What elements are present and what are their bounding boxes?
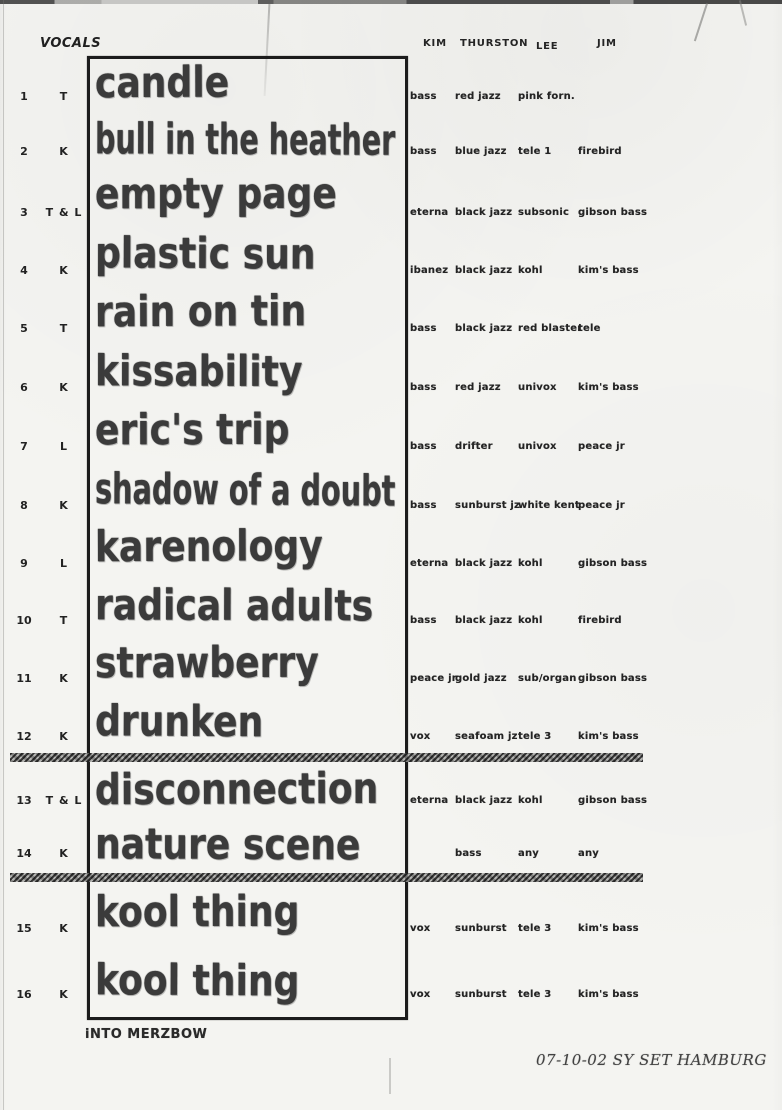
cell-lee: red blaster <box>518 323 583 334</box>
vocal-code: K <box>59 672 69 685</box>
cell-thurston: seafoam jz <box>455 731 518 742</box>
cell-kim: vox <box>410 923 431 934</box>
row-number: 12 <box>16 730 32 743</box>
cell-kim: eterna <box>410 795 449 806</box>
cell-kim: eterna <box>410 558 449 569</box>
cell-lee: kohl <box>518 615 543 626</box>
vocals-column-header: VOCALS <box>40 36 102 51</box>
date-stamp: 07-10-02 SY SET HAMBURG <box>536 1051 767 1069</box>
song-title: rain on tin <box>94 285 307 337</box>
cell-kim: bass <box>410 382 437 393</box>
cell-kim: bass <box>410 323 437 334</box>
vocal-code: K <box>59 847 69 860</box>
scan-edge-artifact <box>0 0 782 4</box>
scan-scratch <box>739 0 747 26</box>
song-title: kissability <box>94 346 303 397</box>
paper-crease <box>389 1058 391 1094</box>
cell-lee: white kent <box>518 500 580 511</box>
cell-thurston: black jazz <box>455 323 513 334</box>
cell-lee: tele 3 <box>518 731 552 742</box>
cell-thurston: blue jazz <box>455 146 507 157</box>
cell-lee: any <box>518 848 539 859</box>
song-title: plastic sun <box>94 228 316 279</box>
section-divider <box>10 753 643 762</box>
cell-thurston: black jazz <box>455 558 513 569</box>
row-number: 14 <box>16 847 32 860</box>
row-number: 8 <box>20 499 28 512</box>
cell-kim: bass <box>410 441 437 452</box>
row-number: 4 <box>20 264 28 277</box>
vocal-code: K <box>59 499 69 512</box>
cell-kim: ibanez <box>410 265 449 276</box>
cell-kim: bass <box>410 146 437 157</box>
vocal-code: K <box>59 730 69 743</box>
into-merzbow-note: iNTO MERZBOW <box>85 1027 208 1042</box>
cell-lee: subsonic <box>518 207 570 218</box>
cell-thurston: sunburst <box>455 923 507 934</box>
cell-lee: tele 3 <box>518 923 552 934</box>
cell-thurston: black jazz <box>455 615 513 626</box>
vocal-code: T <box>59 322 69 335</box>
vocal-code: K <box>59 381 69 394</box>
song-title: kool thing <box>94 886 300 937</box>
cell-jim: firebird <box>578 615 622 626</box>
cell-thurston: sunburst jz <box>455 500 521 511</box>
cell-jim: kim's bass <box>578 989 639 1000</box>
cell-jim: firebird <box>578 146 622 157</box>
cell-jim: gibson bass <box>578 795 648 806</box>
cell-jim: peace jr <box>578 500 625 511</box>
cell-thurston: black jazz <box>455 265 513 276</box>
row-number: 11 <box>16 672 32 685</box>
cell-jim: tele <box>578 323 601 334</box>
song-title: empty page <box>94 168 337 219</box>
row-number: 16 <box>16 988 32 1001</box>
song-title: nature scene <box>94 819 361 870</box>
cell-thurston: black jazz <box>455 795 513 806</box>
cell-lee: univox <box>518 441 557 452</box>
cell-thurston: bass <box>455 848 482 859</box>
cell-jim: gibson bass <box>578 558 648 569</box>
cell-jim: peace jr <box>578 441 625 452</box>
row-number: 5 <box>20 322 28 335</box>
column-header-kim: KIM <box>423 38 447 49</box>
cell-thurston: red jazz <box>455 382 501 393</box>
scan-edge-artifact <box>3 0 4 1110</box>
cell-thurston: red jazz <box>455 91 501 102</box>
song-title: radical adults <box>94 580 374 631</box>
cell-lee: kohl <box>518 558 543 569</box>
scan-scratch <box>694 3 708 42</box>
cell-kim: vox <box>410 731 431 742</box>
cell-jim: any <box>578 848 599 859</box>
cell-kim: vox <box>410 989 431 1000</box>
cell-lee: tele 3 <box>518 989 552 1000</box>
cell-lee: tele 1 <box>518 146 552 157</box>
vocal-code: T <box>59 614 69 627</box>
cell-kim: peace jr <box>410 673 457 684</box>
cell-jim: kim's bass <box>578 731 639 742</box>
song-title: eric's trip <box>94 404 290 455</box>
cell-jim: kim's bass <box>578 265 639 276</box>
row-number: 3 <box>20 206 28 219</box>
cell-kim: bass <box>410 615 437 626</box>
song-title: candle <box>94 57 230 108</box>
song-title: bull in the heather <box>94 114 396 165</box>
cell-kim: bass <box>410 500 437 511</box>
row-number: 1 <box>20 90 28 103</box>
song-title: kool thing <box>94 955 300 1006</box>
cell-jim: gibson bass <box>578 207 648 218</box>
cell-thurston: drifter <box>455 441 493 452</box>
cell-thurston: sunburst <box>455 989 507 1000</box>
cell-thurston: black jazz <box>455 207 513 218</box>
vocal-code: K <box>59 264 69 277</box>
section-divider <box>10 873 643 882</box>
column-header-lee: LEE <box>536 41 559 52</box>
song-title: karenology <box>94 520 323 572</box>
cell-jim: kim's bass <box>578 382 639 393</box>
song-title: shadow of a doubt <box>94 464 396 516</box>
song-title: disconnection <box>94 763 379 815</box>
row-number: 7 <box>20 440 28 453</box>
cell-lee: univox <box>518 382 557 393</box>
cell-lee: kohl <box>518 265 543 276</box>
row-number: 9 <box>20 557 28 570</box>
cell-kim: eterna <box>410 207 449 218</box>
song-title: strawberry <box>94 637 319 688</box>
vocal-code: L <box>59 557 68 570</box>
vocal-code: L <box>59 440 68 453</box>
vocal-code: K <box>59 922 69 935</box>
row-number: 15 <box>16 922 32 935</box>
row-number: 2 <box>20 145 28 158</box>
vocal-code: K <box>59 988 69 1001</box>
column-header-jim: JIM <box>597 38 617 49</box>
vocal-code: K <box>59 145 69 158</box>
cell-kim: bass <box>410 91 437 102</box>
cell-jim: kim's bass <box>578 923 639 934</box>
cell-lee: sub/organ <box>518 673 577 684</box>
cell-lee: kohl <box>518 795 543 806</box>
cell-thurston: gold jazz <box>455 673 507 684</box>
cell-jim: gibson bass <box>578 673 648 684</box>
row-number: 10 <box>16 614 32 627</box>
column-header-thurston: THURSTON <box>460 38 529 49</box>
row-number: 6 <box>20 381 28 394</box>
song-title: drunken <box>94 696 264 747</box>
row-number: 13 <box>16 794 32 807</box>
vocal-code: T & L <box>45 206 83 219</box>
cell-lee: pink forn. <box>518 91 575 102</box>
vocal-code: T <box>59 90 69 103</box>
vocal-code: T & L <box>45 794 83 807</box>
